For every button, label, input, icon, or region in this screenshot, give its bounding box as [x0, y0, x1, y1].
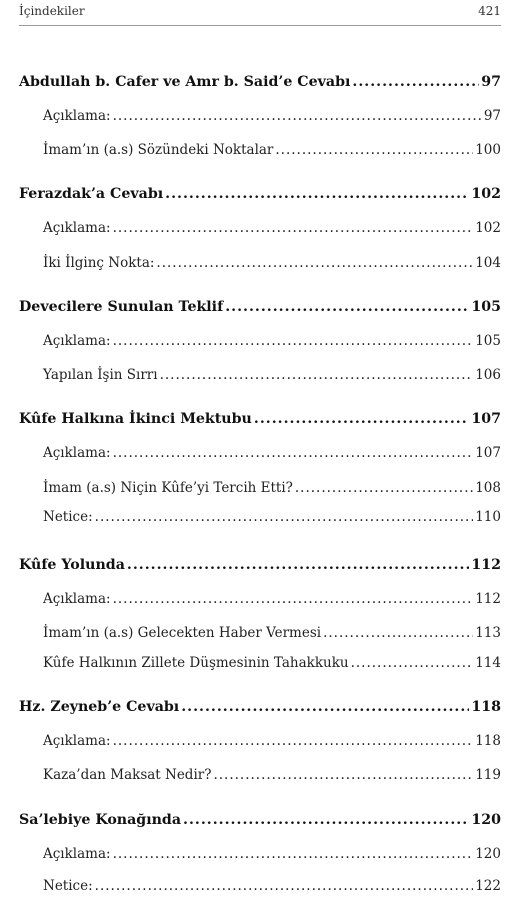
dot-leader	[95, 507, 474, 527]
dot-leader	[275, 140, 473, 160]
toc-entry-page: 104	[475, 255, 501, 271]
toc-entry-main	[19, 297, 501, 317]
toc-entry-label: İmam’ın (a.s) Gelecekten Haber Vermesi	[43, 625, 322, 641]
toc-entry-sub	[19, 844, 501, 864]
dot-leader	[351, 653, 474, 673]
toc-entry-label: Abdullah b. Cafer ve Amr b. Said’e Cevabı	[19, 74, 351, 90]
running-header-title: İçindekiler	[19, 4, 85, 18]
toc-entry-page: 120	[471, 812, 501, 828]
toc-entry-page: 107	[471, 411, 501, 427]
toc-entry-label: İmam’ın (a.s) Sözündeki Noktalar	[43, 142, 274, 158]
toc-entry-label: İki İlginç Nokta:	[43, 255, 155, 271]
running-header	[19, 0, 501, 26]
toc-entry-label: Açıklama:	[43, 591, 111, 607]
toc-entry-page: 112	[475, 591, 501, 607]
toc-entry-page: 97	[481, 74, 501, 90]
toc-entry-label: Kûfe Halkının Zillete Düşmesinin Tahakkuku	[43, 655, 349, 671]
toc-entry-label: Açıklama:	[43, 220, 111, 236]
dot-leader	[156, 253, 473, 273]
dot-leader	[113, 331, 474, 351]
toc-entry-sub	[19, 331, 501, 351]
dot-leader	[183, 810, 469, 830]
toc-entry-page: 118	[471, 699, 501, 715]
toc-entry-sub	[19, 478, 501, 498]
toc-entry-label: Kaza’dan Maksat Nedir?	[43, 767, 212, 783]
dot-leader	[254, 409, 470, 429]
toc-entry-page: 119	[475, 767, 501, 783]
toc-entry-sub	[19, 623, 501, 643]
toc-entry-sub	[19, 140, 501, 160]
toc-entry-sub	[19, 507, 501, 527]
toc-entry-label: Ferazdak’a Cevabı	[19, 186, 164, 202]
dot-leader	[165, 184, 469, 204]
dot-leader	[181, 697, 469, 717]
toc-entry-main	[19, 72, 501, 92]
toc-entry-main	[19, 810, 501, 830]
toc-entry-label: Netice:	[43, 509, 93, 525]
dot-leader	[323, 623, 473, 643]
toc-entry-label: Açıklama:	[43, 733, 111, 749]
toc-entry-page: 102	[475, 220, 501, 236]
toc-entry-page: 102	[471, 186, 501, 202]
dot-leader	[295, 478, 473, 498]
toc-entry-sub	[19, 876, 501, 896]
toc-entry-sub	[19, 218, 501, 238]
toc-entry-page: 100	[475, 142, 501, 158]
dot-leader	[113, 844, 474, 864]
toc-entry-label: Açıklama:	[43, 445, 111, 461]
toc-entry-page: 114	[475, 655, 501, 671]
dot-leader	[352, 72, 479, 92]
toc-entry-sub	[19, 765, 501, 785]
toc-entry-main	[19, 184, 501, 204]
toc-entry-sub	[19, 589, 501, 609]
running-header-page-number: 421	[478, 4, 501, 18]
toc-entry-label: Netice:	[43, 878, 93, 894]
dot-leader	[113, 218, 474, 238]
dot-leader	[225, 297, 469, 317]
dot-leader	[127, 555, 469, 575]
dot-leader	[160, 365, 474, 385]
toc-entry-page: 105	[471, 299, 501, 315]
toc-entry-main	[19, 555, 501, 575]
dot-leader	[95, 876, 474, 896]
toc-entry-page: 122	[475, 878, 501, 894]
dot-leader	[113, 589, 474, 609]
toc-entry-label: Açıklama:	[43, 108, 111, 124]
toc-entry-label: İmam (a.s) Niçin Kûfe’yi Tercih Etti?	[43, 480, 293, 496]
toc-entry-page: 112	[471, 557, 501, 573]
toc-entry-page: 120	[475, 846, 501, 862]
toc-entry-main	[19, 697, 501, 717]
dot-leader	[213, 765, 473, 785]
toc-entry-page: 106	[475, 367, 501, 383]
toc-entry-label: Kûfe Halkına İkinci Mektubu	[19, 411, 252, 427]
toc-entry-label: Devecilere Sunulan Teklif	[19, 299, 224, 315]
toc-entry-label: Hz. Zeyneb’e Cevabı	[19, 699, 180, 715]
toc-entry-sub	[19, 653, 501, 673]
toc-entry-page: 113	[475, 625, 501, 641]
toc-entry-label: Sa’lebiye Konağında	[19, 812, 182, 828]
toc-entry-sub	[19, 443, 501, 463]
toc-entry-sub	[19, 365, 501, 385]
toc-entry-page: 118	[475, 733, 501, 749]
toc-entry-sub	[19, 731, 501, 751]
toc-entry-sub	[19, 253, 501, 273]
toc-entry-label: Açıklama:	[43, 846, 111, 862]
toc-entry-label: Yapılan İşin Sırrı	[43, 367, 158, 383]
dot-leader	[113, 106, 482, 126]
toc-entry-page: 105	[475, 333, 501, 349]
toc-entry-main	[19, 409, 501, 429]
dot-leader	[113, 731, 474, 751]
dot-leader	[113, 443, 474, 463]
toc-entry-label: Açıklama:	[43, 333, 111, 349]
toc-entry-sub	[19, 106, 501, 126]
toc-entry-page: 97	[483, 108, 501, 124]
toc-entry-page: 107	[475, 445, 501, 461]
toc-entry-page: 110	[475, 509, 501, 525]
toc-entry-page: 108	[475, 480, 501, 496]
toc-entry-label: Kûfe Yolunda	[19, 557, 125, 573]
